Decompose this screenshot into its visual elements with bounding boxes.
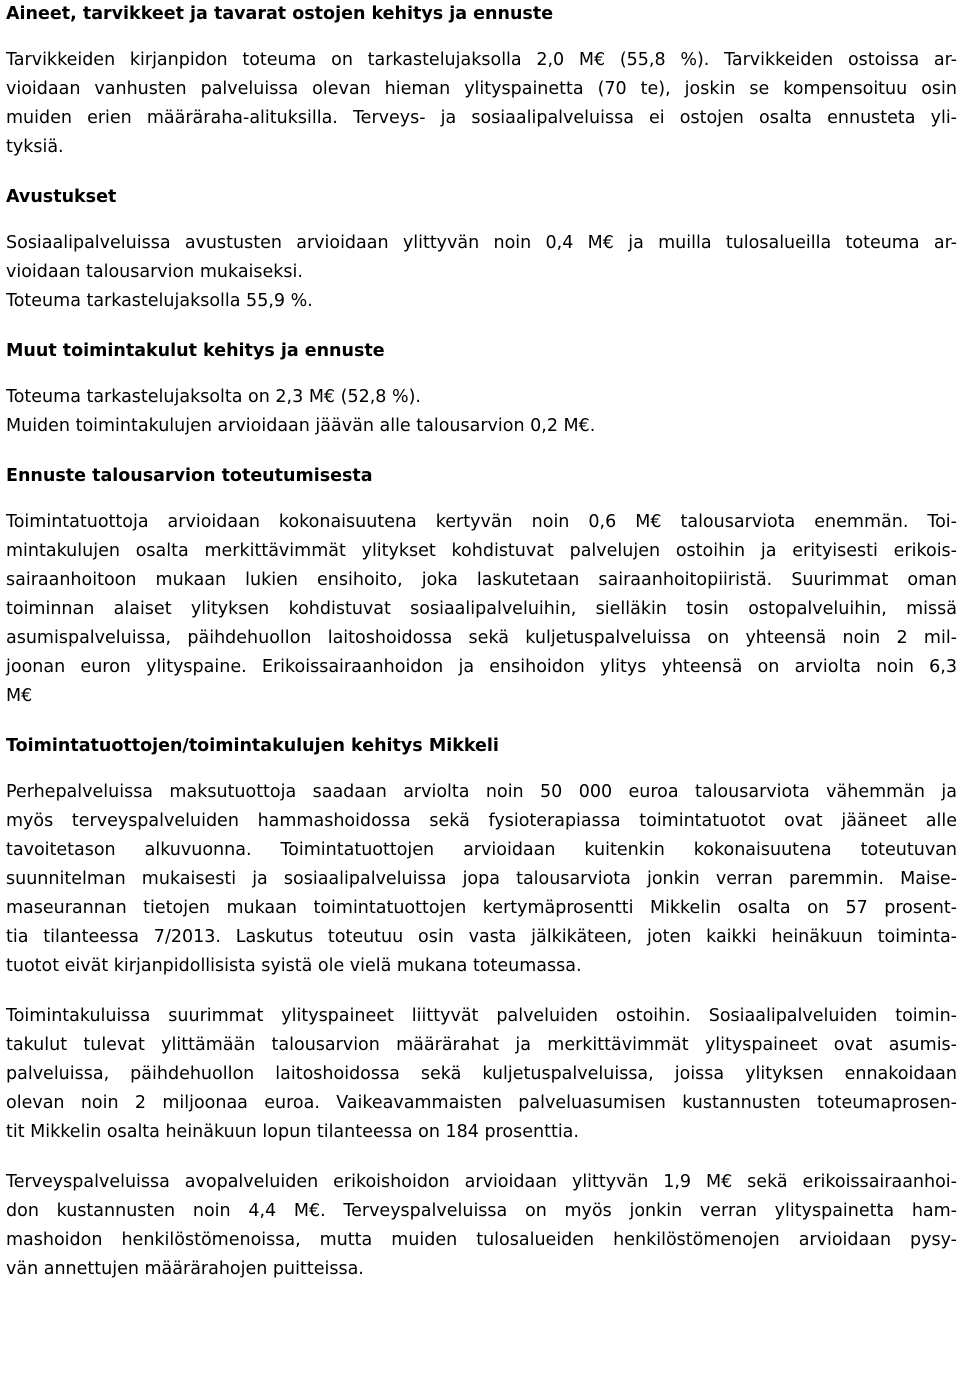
section-heading: Ennuste talousarvion toteutumisesta xyxy=(6,466,373,486)
text-line: don kustannusten noin 4,4 M€. Terveyspalveluissa on myös jonkin verran ylityspainetta ham- xyxy=(6,1201,957,1221)
body-paragraph xyxy=(6,1168,957,1284)
section-spacer xyxy=(6,316,957,337)
section-spacer xyxy=(6,441,957,462)
text-line: sairaanhoitoon mukaan lukien ensihoito, joka laskutetaan sairaanhoitopiiristä. Suurimmat oman xyxy=(6,570,957,590)
text-line: palveluissa, päihdehuollon laitoshoidossa sekä kuljetuspalveluissa, joissa ylityksen ennakoidaan xyxy=(6,1064,957,1084)
section-spacer xyxy=(6,162,957,183)
text-line: vän annettujen määrärahojen puitteissa. xyxy=(6,1259,364,1279)
section-heading: Muut toimintakulut kehitys ja ennuste xyxy=(6,341,385,361)
body-paragraph xyxy=(6,229,957,316)
paragraph-spacer xyxy=(6,981,957,1002)
text-line: M€ xyxy=(6,686,33,706)
text-line: Toimintakuluissa suurimmat ylityspaineet liittyvät palveluiden ostoihin. Sosiaalipalveluiden toimin- xyxy=(6,1006,957,1026)
section-spacer xyxy=(6,711,957,732)
text-line: mashoidon henkilöstömenoissa, mutta muiden tulosalueiden henkilöstömenojen arvioidaan pysy- xyxy=(6,1230,957,1250)
text-line: tuotot eivät kirjanpidollisista syistä ole vielä mukana toteumassa. xyxy=(6,956,582,976)
heading-spacer xyxy=(6,491,957,508)
heading-spacer xyxy=(6,366,957,383)
text-line: suunnitelman mukaisesti ja sosiaalipalveluissa jopa talousarviota jonkin verran paremmin. Maise- xyxy=(6,869,957,889)
text-line: tavoitetason alkuvuonna. Toimintatuottojen arvioidaan kuitenkin kokonaisuutena toteutuvan xyxy=(6,840,957,860)
section-heading: Toimintatuottojen/toimintakulujen kehitys Mikkeli xyxy=(6,736,499,756)
body-paragraph xyxy=(6,46,957,162)
text-line: mintakulujen osalta merkittävimmät ylitykset kohdistuvat palvelujen ostoihin ja erityisesti erikois- xyxy=(6,541,957,561)
text-line: muiden erien määräraha-alituksilla. Terveys- ja sosiaalipalveluissa ei ostojen osalta ennusteta yli- xyxy=(6,108,957,128)
text-line: olevan noin 2 miljoonaa euroa. Vaikeavammaisten palveluasumisen kustannusten toteumaprosen- xyxy=(6,1093,957,1113)
text-line: Perhepalveluissa maksutuottoja saadaan arviolta noin 50 000 euroa talousarviota vähemmän ja xyxy=(6,782,957,802)
text-line: asumispalveluissa, päihdehuollon laitoshoidossa sekä kuljetuspalveluissa on yhteensä noin 2 mil- xyxy=(6,628,957,648)
text-line: tia tilanteessa 7/2013. Laskutus toteutuu osin vasta jälkikäteen, joten kaikki heinäkuun toiminta- xyxy=(6,927,957,947)
section-heading: Avustukset xyxy=(6,187,117,207)
text-line: Toteuma tarkastelujaksolta on 2,3 M€ (52,8 %). xyxy=(6,387,421,407)
text-line: vioidaan vanhusten palveluissa olevan hieman ylityspainetta (70 te), joskin se kompensoituu osin xyxy=(6,79,957,99)
heading-spacer xyxy=(6,29,957,46)
body-paragraph xyxy=(6,1002,957,1147)
body-paragraph xyxy=(6,508,957,711)
text-line: Tarvikkeiden kirjanpidon toteuma on tarkastelujaksolla 2,0 M€ (55,8 %). Tarvikkeiden ostoissa ar- xyxy=(6,50,957,70)
text-line: Toteuma tarkastelujaksolla 55,9 %. xyxy=(6,291,313,311)
text-line: Toimintatuottoja arvioidaan kokonaisuutena kertyvän noin 0,6 M€ talousarviota enemmän. Toi- xyxy=(6,512,957,532)
body-paragraph xyxy=(6,778,957,981)
text-line: joonan euron ylityspaine. Erikoissairaanhoidon ja ensihoidon ylitys yhteensä on arviolta noin 6,3 xyxy=(6,657,957,677)
heading-spacer xyxy=(6,212,957,229)
heading-spacer xyxy=(6,761,957,778)
text-line: myös terveyspalveluiden hammashoidossa sekä fysioterapiassa toimintatuotot ovat jääneet alle xyxy=(6,811,957,831)
text-line: tit Mikkelin osalta heinäkuun lopun tilanteessa on 184 prosenttia. xyxy=(6,1122,579,1142)
text-line: vioidaan talousarvion mukaiseksi. xyxy=(6,262,303,282)
text-line: Muiden toimintakulujen arvioidaan jäävän alle talousarvion 0,2 M€. xyxy=(6,416,596,436)
text-line: tyksiä. xyxy=(6,137,64,157)
text-line: maseurannan tietojen mukaan toimintatuottojen kertymäprosentti Mikkelin osalta on 57 prosent- xyxy=(6,898,957,918)
section-heading: Aineet, tarvikkeet ja tavarat ostojen kehitys ja ennuste xyxy=(6,4,554,24)
body-paragraph xyxy=(6,383,957,441)
text-line: Sosiaalipalveluissa avustusten arvioidaan ylittyvän noin 0,4 M€ ja muilla tulosalueilla toteuma ar- xyxy=(6,233,957,253)
paragraph-spacer xyxy=(6,1147,957,1168)
text-line: takulut tulevat ylittämään talousarvion määrärahat ja merkittävimmät ylityspaineet ovat asumis- xyxy=(6,1035,957,1055)
text-line: toiminnan alaiset ylityksen kohdistuvat sosiaalipalveluihin, sielläkin tosin ostopalveluihin, missä xyxy=(6,599,957,619)
text-line: Terveyspalveluissa avopalveluiden erikoishoidon arvioidaan ylittyvän 1,9 M€ sekä erikoissairaanhoi- xyxy=(6,1172,957,1192)
